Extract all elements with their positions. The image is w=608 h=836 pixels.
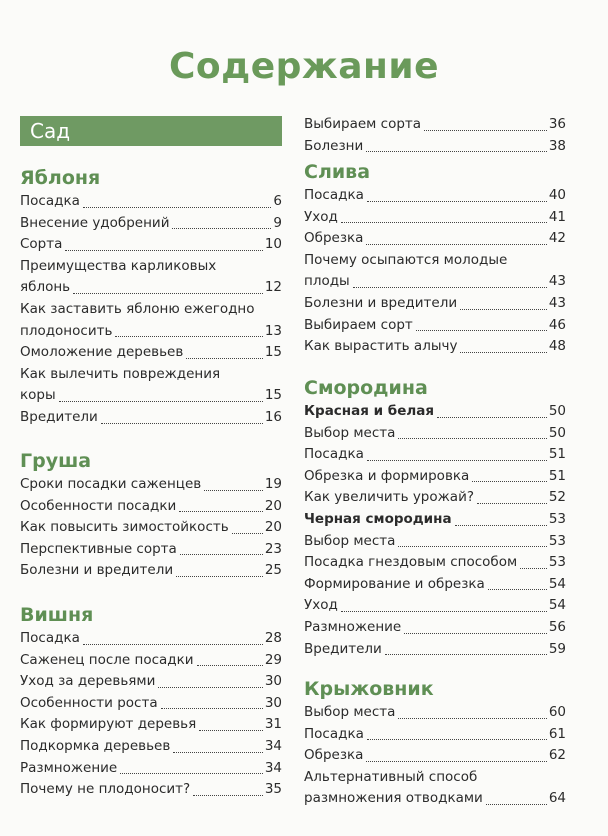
- dot-leader: [161, 708, 263, 709]
- toc-entry[interactable]: [20, 650, 282, 672]
- toc-entry-text: Выбор места: [304, 424, 396, 441]
- toc-entry[interactable]: [304, 315, 566, 337]
- page-number: 54: [548, 575, 566, 592]
- toc-entry-text: Подкормка деревьев: [20, 737, 171, 754]
- toc-entry-text: Выбор места: [304, 704, 396, 720]
- page-number: 31: [264, 716, 282, 733]
- page-number: 34: [264, 759, 282, 776]
- toc-entry[interactable]: [20, 758, 282, 780]
- toc-entry[interactable]: [304, 136, 566, 158]
- toc-entry[interactable]: [304, 617, 566, 639]
- page-number: 43: [548, 273, 566, 290]
- page-number: 34: [264, 737, 282, 754]
- dot-leader: [158, 687, 262, 688]
- toc-entry-text: Как увеличить урожай?: [304, 489, 475, 506]
- dot-leader: [520, 568, 547, 569]
- dot-leader: [197, 665, 263, 666]
- toc-entry-text: Посадка: [20, 193, 80, 209]
- page-title: Содержание: [168, 46, 440, 87]
- page-number: 62: [548, 747, 566, 764]
- toc-entry-row: [304, 788, 566, 810]
- toc-entry[interactable]: [304, 336, 566, 358]
- toc-entry-text: Посадка: [304, 446, 364, 463]
- dot-leader: [367, 739, 547, 740]
- toc-entry[interactable]: [20, 560, 282, 582]
- dot-leader: [366, 244, 546, 245]
- page-number: 12: [264, 279, 282, 296]
- section-title: Смородина: [304, 377, 428, 399]
- dot-leader: [404, 633, 547, 634]
- dot-leader: [204, 490, 263, 491]
- toc-entry-text: Размножение: [20, 759, 118, 776]
- toc-entry-text: Особенности роста: [20, 694, 158, 711]
- page-number: 38: [548, 137, 566, 154]
- toc-entry[interactable]: [20, 256, 282, 299]
- toc-entry-text: Почему не плодоносит?: [20, 781, 191, 798]
- page-number: 50: [548, 424, 566, 441]
- page-number: 13: [264, 322, 282, 339]
- page-number: 28: [264, 630, 282, 646]
- toc-entry-text: Выбор места: [304, 532, 396, 549]
- toc-section: [304, 375, 566, 660]
- toc-entry-text: Вредители: [20, 408, 98, 425]
- dot-leader: [341, 222, 547, 223]
- page-number: 15: [264, 344, 282, 361]
- toc-section: [20, 165, 282, 429]
- dot-leader: [186, 358, 263, 359]
- section-title: Груша: [20, 450, 92, 472]
- toc-entry[interactable]: [20, 693, 282, 715]
- page-number: 41: [548, 208, 566, 225]
- toc-entry-text-line1: Преимущества карликовых: [20, 257, 217, 274]
- toc-entry[interactable]: [304, 639, 566, 661]
- toc-entry[interactable]: [304, 293, 566, 315]
- toc-entry-text: Обрезка: [304, 230, 364, 247]
- toc-entry[interactable]: [304, 767, 566, 810]
- toc-entry-text: Выбираем сорта: [304, 116, 422, 132]
- toc-entry-text: Болезни: [304, 137, 364, 154]
- toc-entry[interactable]: [304, 185, 566, 207]
- toc-entry-text: Вредители: [304, 640, 382, 657]
- toc-entry[interactable]: [304, 250, 566, 293]
- page-number: 51: [548, 446, 566, 463]
- page-number: 52: [548, 489, 566, 506]
- toc-entry-text: Как вырастить алычу: [304, 338, 458, 355]
- page-number: 6: [273, 193, 282, 209]
- dot-leader: [172, 228, 271, 229]
- section-title: Слива: [304, 161, 371, 183]
- toc-entry[interactable]: [20, 539, 282, 561]
- toc-entry[interactable]: [20, 234, 282, 256]
- page-number: 50: [548, 403, 566, 419]
- toc-section: [304, 676, 566, 810]
- toc-entry-text: Обрезка: [304, 747, 364, 764]
- toc-entry-text: Болезни и вредители: [304, 294, 458, 311]
- dot-leader: [173, 752, 262, 753]
- toc-entry[interactable]: [20, 364, 282, 407]
- toc-entry-text: Омоложение деревьев: [20, 344, 184, 361]
- toc-entry-text: Как формируют деревья: [20, 716, 197, 733]
- toc-entry-row: [304, 271, 566, 293]
- toc-entry[interactable]: [304, 745, 566, 767]
- toc-entry[interactable]: [20, 474, 282, 496]
- dot-leader: [120, 773, 263, 774]
- toc-entry[interactable]: [20, 517, 282, 539]
- page-number: 54: [548, 597, 566, 614]
- toc-entry[interactable]: [304, 423, 566, 445]
- page-number: 53: [548, 532, 566, 549]
- page-number: 25: [264, 562, 282, 579]
- dot-leader: [398, 546, 546, 547]
- dot-leader: [353, 287, 547, 288]
- toc-entry-text: Сроки посадки саженцев: [20, 476, 202, 492]
- toc-entry[interactable]: [20, 407, 282, 429]
- dot-leader: [73, 293, 263, 294]
- toc-entry-row: [20, 321, 282, 343]
- toc-entry[interactable]: [304, 228, 566, 250]
- dot-leader: [424, 130, 547, 131]
- page-number: 35: [264, 781, 282, 798]
- dot-leader: [193, 795, 263, 796]
- page-number: 15: [264, 387, 282, 404]
- toc-section: [20, 602, 282, 801]
- toc-entry-text: Сорта: [20, 236, 63, 253]
- page-number: 9: [273, 214, 282, 231]
- dot-leader: [83, 207, 272, 208]
- dot-leader: [366, 761, 546, 762]
- toc-entry[interactable]: [20, 213, 282, 235]
- toc-entry[interactable]: [304, 509, 566, 531]
- toc-entry[interactable]: [20, 714, 282, 736]
- section-title: Крыжовник: [304, 678, 434, 700]
- toc-entry-row: [20, 277, 282, 299]
- toc-entry[interactable]: [304, 466, 566, 488]
- page-number: 20: [264, 497, 282, 514]
- page-number: 51: [548, 467, 566, 484]
- dot-leader: [179, 511, 263, 512]
- page-number: 20: [264, 519, 282, 536]
- dot-leader: [398, 438, 546, 439]
- dot-leader: [460, 309, 547, 310]
- toc-entry[interactable]: [304, 552, 566, 574]
- page-number: 59: [548, 640, 566, 657]
- toc-entry-text: Посадка: [304, 725, 364, 742]
- toc-entry-text-line1: Альтернативный способ: [304, 768, 478, 785]
- toc-entry-text: размножения отводками: [304, 790, 483, 807]
- toc-entry-text: Перспективные сорта: [20, 540, 177, 557]
- toc-entry[interactable]: [20, 191, 282, 213]
- dot-leader: [460, 352, 546, 353]
- toc-entry-text: Черная смородина: [304, 510, 452, 527]
- toc-section: [20, 448, 282, 582]
- toc-entry-text: Особенности посадки: [20, 497, 177, 514]
- toc-entry[interactable]: [304, 444, 566, 466]
- toc-entry[interactable]: [20, 736, 282, 758]
- toc-entry[interactable]: [304, 401, 566, 423]
- toc-entry-text: Размножение: [304, 618, 402, 635]
- toc-entry[interactable]: [304, 702, 566, 724]
- page-number: 46: [548, 316, 566, 333]
- toc-entry-text: Посадка гнездовым способом: [304, 554, 518, 571]
- dot-leader: [180, 554, 263, 555]
- dot-leader: [83, 644, 263, 645]
- toc-entry[interactable]: [20, 496, 282, 518]
- toc-entry-row: [20, 385, 282, 407]
- toc-entry-text: плодоносить: [20, 322, 113, 339]
- dot-leader: [101, 423, 263, 424]
- page-number: 16: [264, 408, 282, 425]
- toc-entry-text: Посадка: [304, 187, 364, 203]
- page-number: 64: [548, 790, 566, 807]
- toc-entry-text: коры: [20, 387, 56, 404]
- dot-leader: [437, 417, 547, 418]
- toc-entry-text: плоды: [304, 273, 350, 290]
- toc-entry[interactable]: [20, 671, 282, 693]
- toc-entry-text: яблонь: [20, 279, 71, 296]
- dot-leader: [486, 804, 547, 805]
- toc-section: [304, 114, 566, 157]
- toc-entry-text: Как повысить зимостойкость: [20, 519, 229, 536]
- toc-entry-text-line1: Почему осыпаются молодые: [304, 251, 508, 268]
- toc-entry[interactable]: [20, 628, 282, 650]
- page-number: 48: [548, 338, 566, 355]
- toc-entry[interactable]: [304, 114, 566, 136]
- page-number: 60: [548, 704, 566, 720]
- toc-entry[interactable]: [304, 531, 566, 553]
- toc-section: [304, 159, 566, 358]
- page-number: 19: [264, 476, 282, 492]
- dot-leader: [416, 330, 547, 331]
- toc-entry-text-line1: Как вылечить повреждения: [20, 365, 221, 382]
- page-number: 53: [548, 510, 566, 527]
- dot-leader: [367, 460, 547, 461]
- page-number: 40: [548, 187, 566, 203]
- toc-entry[interactable]: [304, 595, 566, 617]
- toc-entry-text: Саженец после посадки: [20, 651, 194, 668]
- toc-entry-text: Уход: [304, 597, 338, 614]
- dot-leader: [65, 250, 262, 251]
- section-title: Яблоня: [20, 167, 101, 189]
- toc-entry-text: Внесение удобрений: [20, 214, 170, 231]
- toc-entry-text: Обрезка и формировка: [304, 467, 470, 484]
- dot-leader: [472, 481, 546, 482]
- dot-leader: [199, 730, 263, 731]
- toc-entry-text: Уход: [304, 208, 338, 225]
- page-number: 43: [548, 294, 566, 311]
- dot-leader: [488, 589, 547, 590]
- page-number: 56: [548, 618, 566, 635]
- toc-entry[interactable]: [20, 342, 282, 364]
- toc-entry-text: Формирование и обрезка: [304, 575, 485, 592]
- page-number: 30: [264, 694, 282, 711]
- page-number: 29: [264, 651, 282, 668]
- toc-entry[interactable]: [304, 574, 566, 596]
- section-title: Вишня: [20, 604, 94, 626]
- page-number: 42: [548, 230, 566, 247]
- dot-leader: [398, 718, 546, 719]
- page-number: 10: [264, 236, 282, 253]
- toc-entry-text-line1: Как заставить яблоню ежегодно: [20, 300, 255, 317]
- toc-entry-text: Выбираем сорт: [304, 316, 413, 333]
- dot-leader: [477, 503, 547, 504]
- dot-leader: [115, 336, 262, 337]
- toc-entry-text: Посадка: [20, 630, 80, 646]
- page-number: 61: [548, 725, 566, 742]
- toc-entry-text: Болезни и вредители: [20, 562, 174, 579]
- part-header-sad: Сад: [20, 116, 282, 146]
- page-number: 36: [548, 116, 566, 132]
- toc-entry[interactable]: [20, 779, 282, 801]
- toc-entry[interactable]: [304, 207, 566, 229]
- dot-leader: [367, 201, 547, 202]
- toc-entry[interactable]: [304, 724, 566, 746]
- page-number: 23: [264, 540, 282, 557]
- page-number: 53: [548, 554, 566, 571]
- dot-leader: [455, 525, 547, 526]
- toc-entry[interactable]: [20, 299, 282, 342]
- dot-leader: [59, 401, 263, 402]
- dot-leader: [341, 611, 547, 612]
- toc-entry-text: Уход за деревьями: [20, 673, 156, 690]
- dot-leader: [176, 576, 263, 577]
- dot-leader: [385, 654, 547, 655]
- page-number: 30: [264, 673, 282, 690]
- dot-leader: [366, 151, 547, 152]
- dot-leader: [232, 533, 263, 534]
- toc-entry-text: Красная и белая: [304, 403, 435, 419]
- toc-entry[interactable]: [304, 487, 566, 509]
